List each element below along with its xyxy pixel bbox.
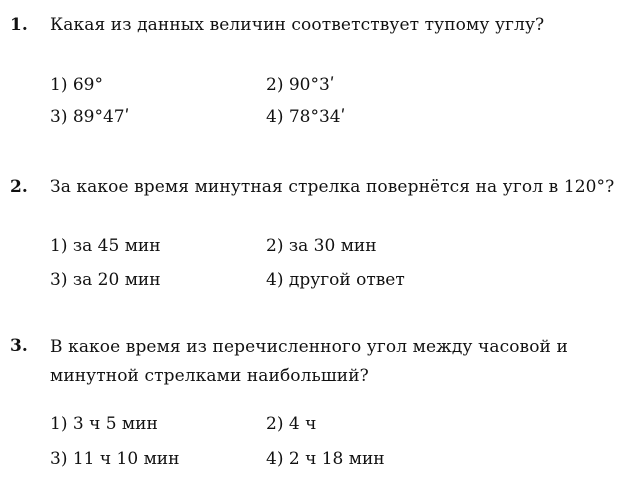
question-text: За какое время минутная стрелка повернётся на угол в 120°? [50,177,615,197]
answer-option-2: 2) 4 ч [266,414,317,434]
answer-option-2: 2) за 30 мин [266,236,377,256]
answer-option-3: 3) 89°47ʹ [50,107,130,127]
answer-option-2: 2) 90°3ʹ [266,75,335,95]
answer-option-4: 4) 78°34ʹ [266,107,346,127]
answer-option-1: 1) 69° [50,75,103,95]
question-number: 3. [10,336,28,356]
question-number: 1. [10,15,28,35]
question-text: Какая из данных величин соответствует тупому углу? [50,15,545,35]
answer-option-3: 3) 11 ч 10 мин [50,449,180,469]
answer-option-4: 4) 2 ч 18 мин [266,449,385,469]
question-number: 2. [10,177,28,197]
answer-option-1: 1) за 45 мин [50,236,161,256]
answer-option-1: 1) 3 ч 5 мин [50,414,158,434]
answer-option-4: 4) другой ответ [266,270,405,290]
answer-option-3: 3) за 20 мин [50,270,161,290]
question-text: В какое время из перечисленного угол между часовой и минутной стрелками наибольший? [50,337,568,386]
